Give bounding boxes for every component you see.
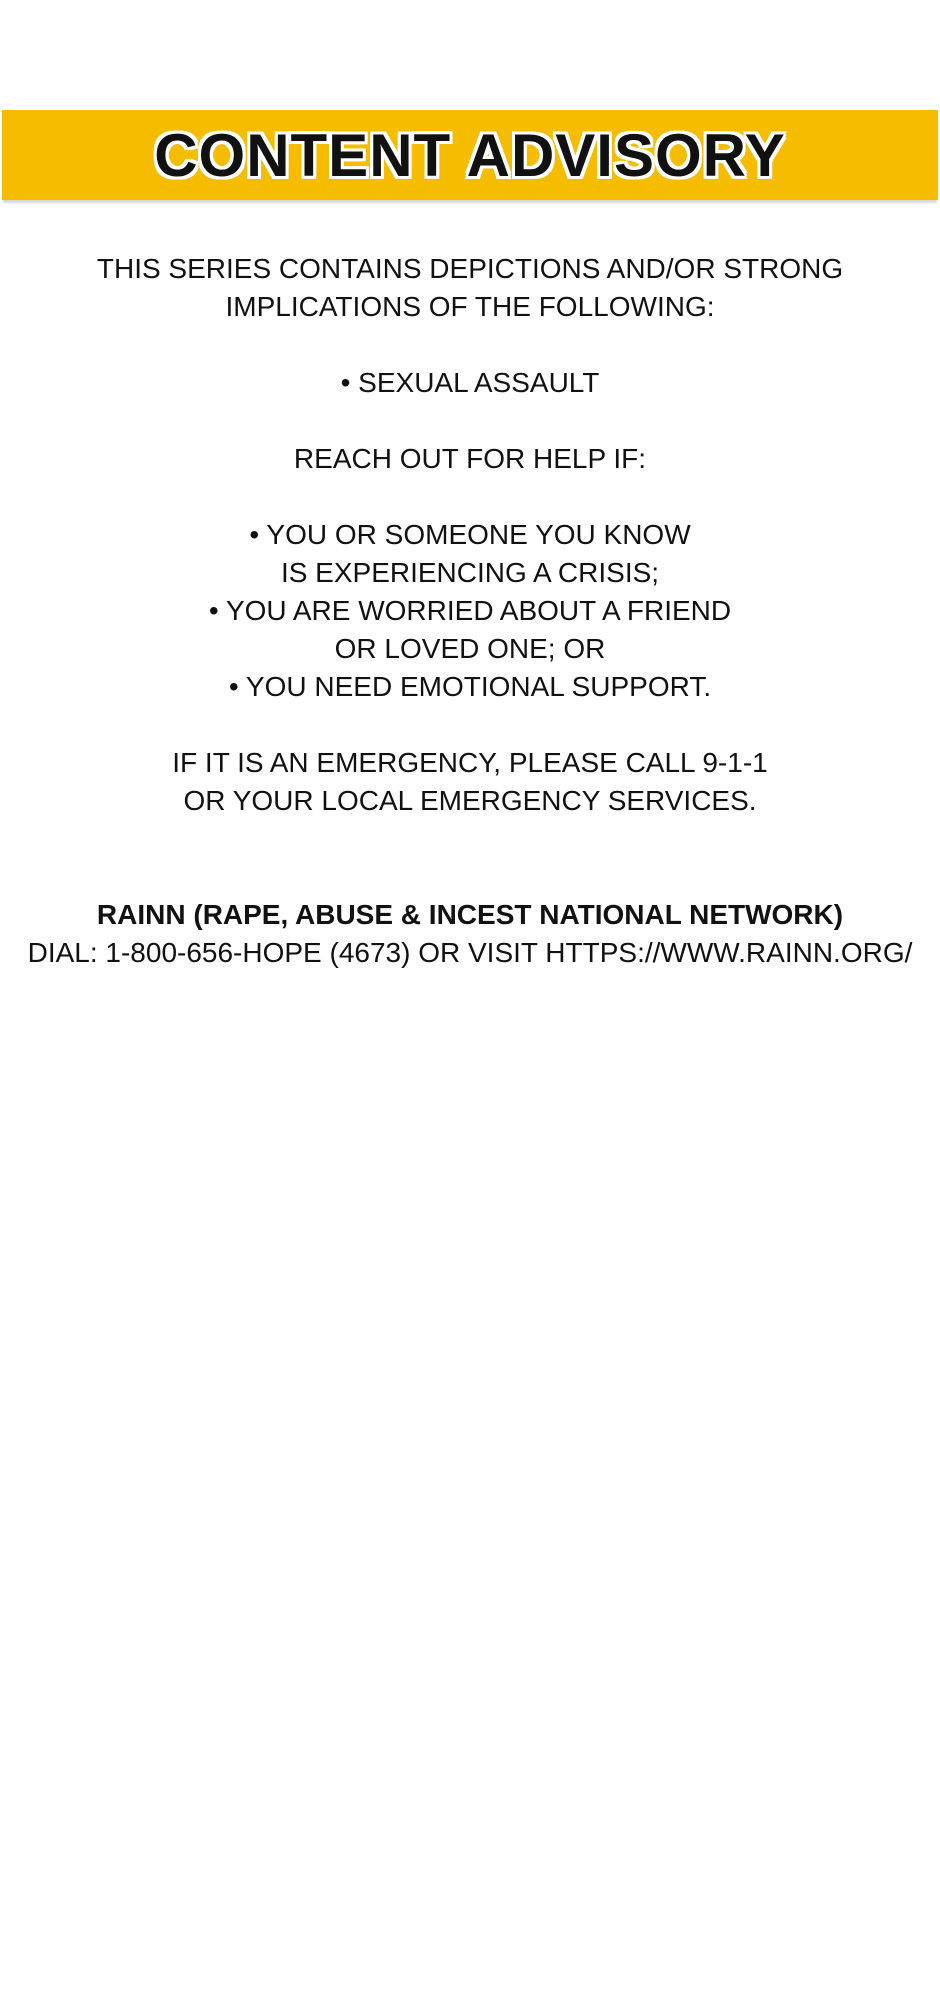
spacer [0,820,940,896]
resource-contact: DIAL: 1-800-656-HOPE (4673) OR VISIT HTTPS://WWW.RAINN.ORG/ [27,937,913,968]
spacer [0,402,940,440]
advisory-content [0,250,940,972]
emergency-text [0,744,940,820]
advisory-title: CONTENT ADVISORY [154,122,786,189]
resource-name: RAINN (RAPE, ABUSE & INCEST NATIONAL NETWORK) [96,899,844,930]
emergency-line: OR YOUR LOCAL EMERGENCY SERVICES. [183,785,757,816]
spacer [0,706,940,744]
help-item: IS EXPERIENCING A CRISIS; [280,557,660,588]
resource-info [0,896,940,972]
help-heading: REACH OUT FOR HELP IF: [293,443,647,474]
intro-line: THIS SERIES CONTAINS DEPICTIONS AND/OR STRONG [96,253,844,284]
help-item: • YOU ARE WORRIED ABOUT A FRIEND [208,595,732,626]
intro-line: IMPLICATIONS OF THE FOLLOWING: [225,291,715,322]
help-item: • YOU OR SOMEONE YOU KNOW [249,519,691,550]
spacer [0,478,940,516]
help-item: • YOU NEED EMOTIONAL SUPPORT. [228,671,712,702]
advisory-banner [2,110,938,200]
help-item: OR LOVED ONE; OR [334,633,606,664]
topic-item: • SEXUAL ASSAULT [340,367,600,398]
intro-text [0,250,940,326]
topic-list [0,364,940,402]
spacer [0,326,940,364]
help-list [0,516,940,706]
emergency-line: IF IT IS AN EMERGENCY, PLEASE CALL 9-1-1 [172,747,768,778]
